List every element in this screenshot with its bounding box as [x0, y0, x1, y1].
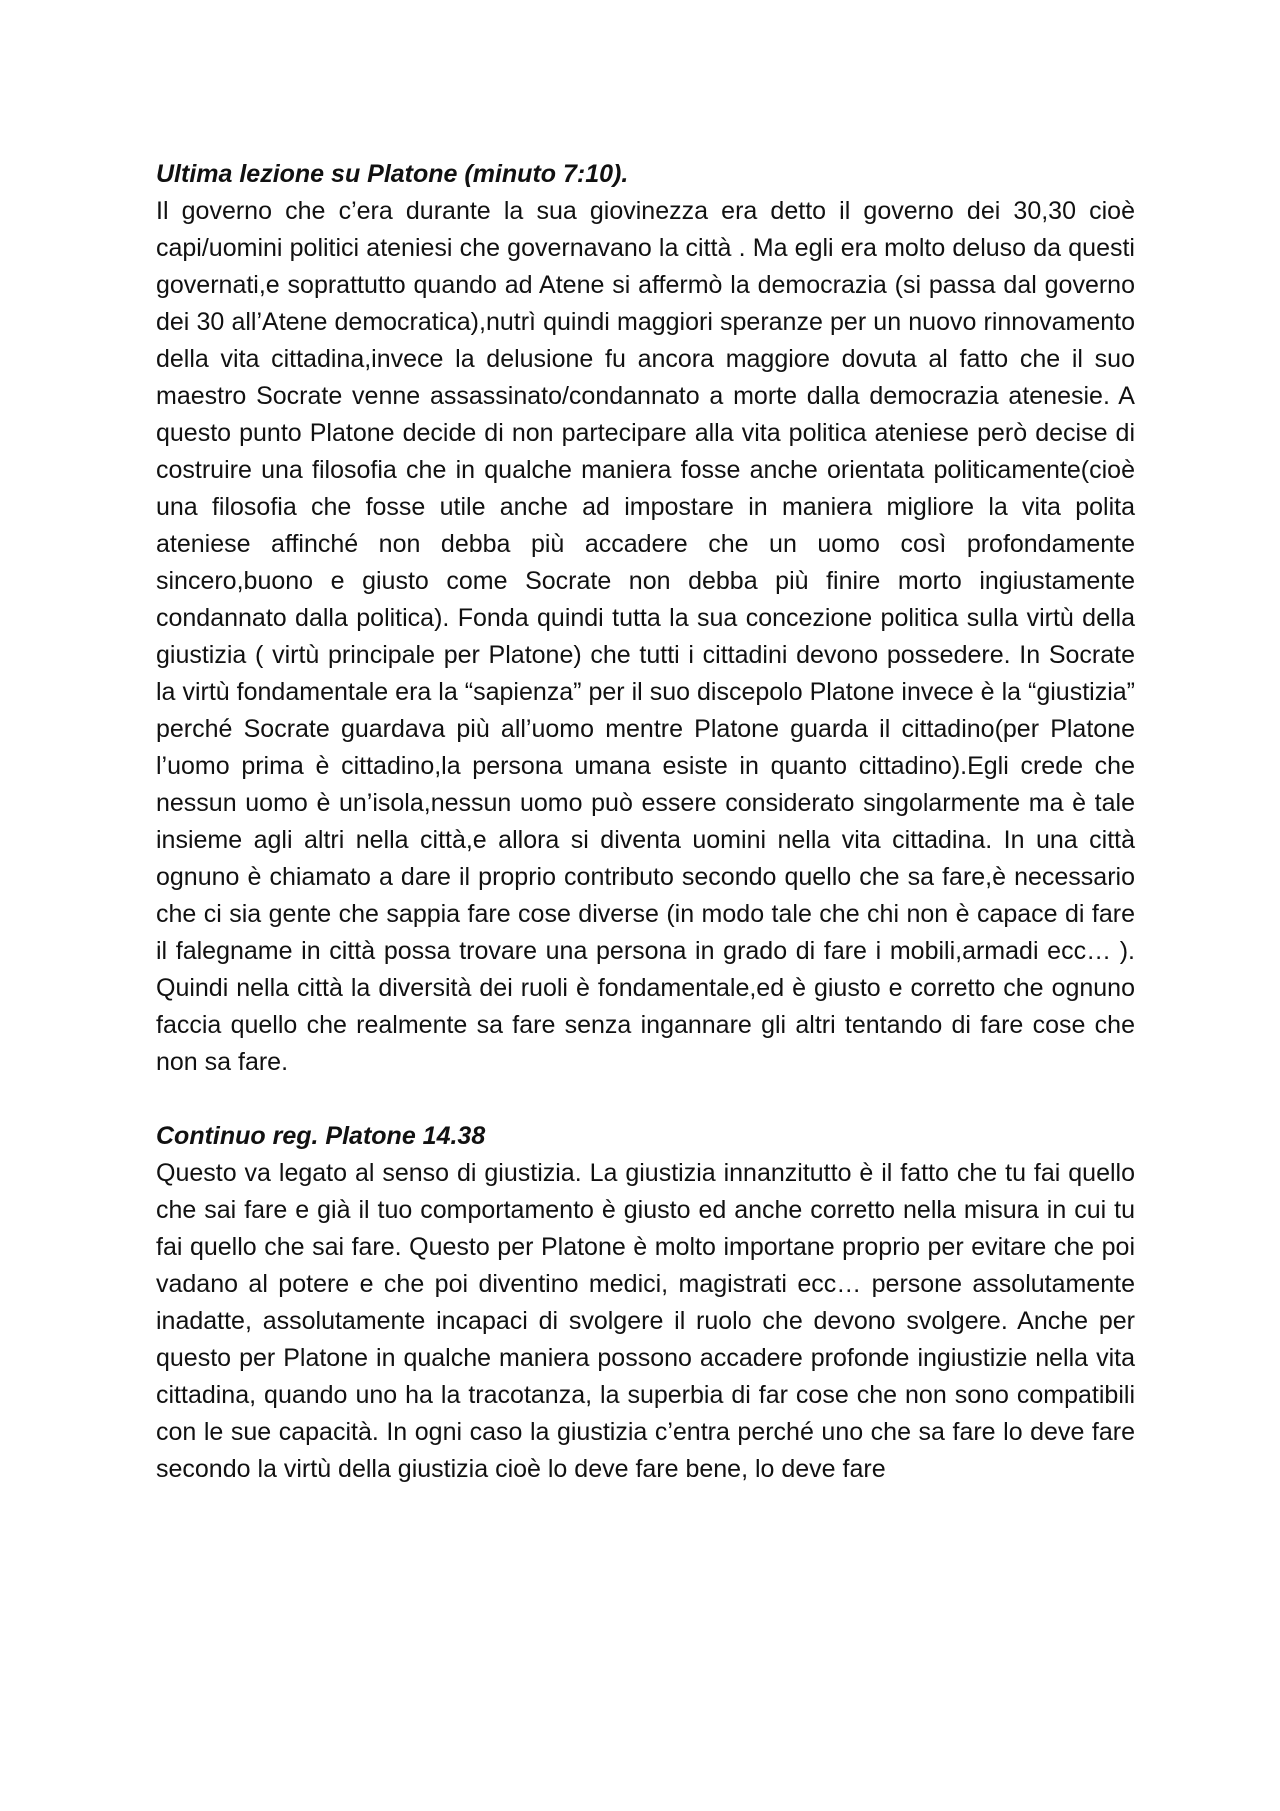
section-paragraph: Il governo che c’era durante la sua giovinezza era detto il governo dei 30,30 cioè capi/uomini politici ateniesi che governavano la città . Ma egli era molto deluso da questi governati,e soprattutto quando ad Atene si affermò la democrazia (si passa dal governo dei 30 all’Atene democratica),nutrì quindi maggiori speranze per un nuovo rinnovamento della vita cittadina,invece la delusione fu ancora maggiore dovuta al fatto che il suo maestro Socrate venne assassinato/condannato a morte dalla democrazia atenesie. A questo punto Platone decide di non partecipare alla vita politica ateniese però decise di costruire una filosofia che in qualche maniera fosse anche orientata politicamente(cioè una filosofia che fosse utile anche ad impostare in maniera migliore la vita polita ateniese affinché non debba più accadere che un uomo così profondamente sincero,buono e giusto come Socrate non debba più finire morto ingiustamente condannato dalla politica). Fonda quindi tutta la sua concezione politica sulla virtù della giustizia ( virtù principale per Platone) che tutti i cittadini devono possedere. In Socrate la virtù fondamentale era la “sapienza” per il suo discepolo Platone invece è la “giustizia” perché Socrate guardava più all’uomo mentre Platone guarda il cittadino(per Platone l’uomo prima è cittadino,la persona umana esiste in quanto cittadino).Egli crede che nessun uomo è un’isola,nessun uomo può essere considerato singolarmente ma è tale insieme agli altri nella città,e allora si diventa uomini nella vita cittadina. In una città ognuno è chiamato a dare il proprio contributo secondo quello che sa fare,è necessario che ci sia gente che sappia fare cose diverse (in modo tale che chi non è capace di fare il falegname in città possa trovare una persona in grado di fare i mobili,armadi ecc… ). Quindi nella città la diversità dei ruoli è fondamentale,ed è giusto e corretto che ognuno faccia quello che realmente sa fare senza ingannare gli altri tentando di fare cose che non sa fare.	[156, 197, 1135, 1076]
document-content	[156, 156, 1135, 1488]
section-heading: Continuo reg. Platone 14.38	[156, 1122, 486, 1150]
section-heading: Ultima lezione su Platone (minuto 7:10).	[156, 160, 629, 188]
section-continuo	[156, 1118, 1135, 1488]
section-ultima-lezione	[156, 156, 1135, 1081]
section-paragraph: Questo va legato al senso di giustizia. La giustizia innanzitutto è il fatto che tu fai quello che sai fare e già il tuo comportamento è giusto ed anche corretto nella misura in cui tu fai quello che sai fare. Questo per Platone è molto importane proprio per evitare che poi vadano al potere e che poi diventino medici, magistrati ecc… persone assolutamente inadatte, assolutamente incapaci di svolgere il ruolo che devono svolgere. Anche per questo per Platone in qualche maniera possono accadere profonde ingiustizie nella vita cittadina, quando uno ha la tracotanza, la superbia di far cose che non sono compatibili con le sue capacità. In ogni caso la giustizia c’entra perché uno che sa fare lo deve fare secondo la virtù della giustizia cioè lo deve fare bene, lo deve fare	[156, 1159, 1135, 1483]
